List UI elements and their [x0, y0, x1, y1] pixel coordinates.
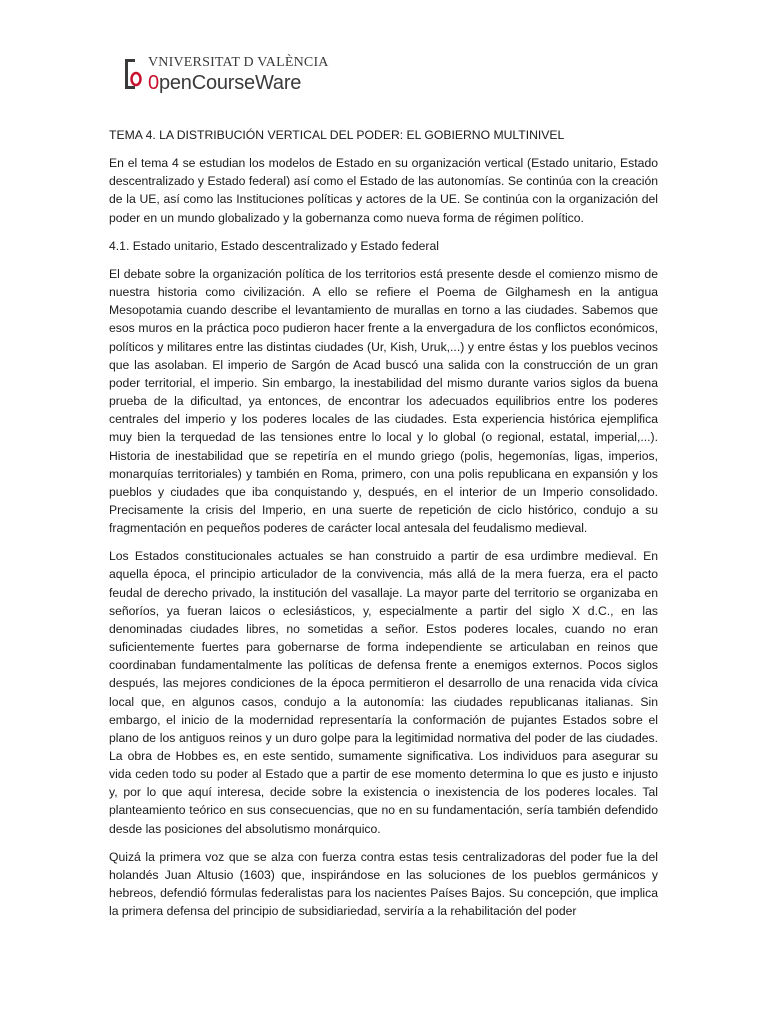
wordmark-zero: 0	[148, 72, 159, 94]
body-paragraph-2: Los Estados constitucionales actuales se han construido a partir de esa urdimbre medieval. En aquella época, el principio articulador de la convivencia, más allá de la mera fuerza, era el pacto feudal de derecho privado, la institución del vasallaje. La mayor parte del territorio se organizaba en señoríos, ya fueran laicos o eclesiásticos, y, especialmente a partir del siglo X d.C., en las denominadas ciudades libres, no sometidas a señor. Estos poderes locales, cuando no eran suficientemente fuertes para gobernarse de forma independiente se articulaban en reinos que coordinaban fundamentalmente las políticas de defensa frente a enemigos externos. Pocos siglos después, las mejores condiciones de la época permitieron el desarrollo de una renacida vida cívica local que, en algunos casos, condujo a la autonomía: las ciudades republicanas italianas. Sin embargo, el inicio de la modernidad representaría la conformación de pujantes Estados sobre el plano de los antiguos reinos y un duro golpe para la legitimidad normativa del poder de las ciudades. La obra de Hobbes es, en este sentido, sumamente significativa. Los individuos para asegurar su vida ceden todo su poder al Estado que a partir de ese momento determina lo que es justo e injusto y, por lo que aquí interesa, decide sobre la existencia o inexistencia de los poderes locales. Tal planteamiento teórico en sus consecuencias, que no en su fundamentación, sería también defendido desde las posiciones del absolutismo monárquico.	[109, 549, 658, 836]
wordmark-rest: penCourseWare	[158, 72, 302, 94]
intro-paragraph: En el tema 4 se estudian los modelos de Estado en su organización vertical (Estado unitario, Estado descentralizado y Estado federal) así como el Estado de las autonomías. Se continúa con la creación de la UE, así como las Instituciones políticas y actores de la UE. Se continúa con la organización del poder en un mundo globalizado y la gobernanza como nueva forma de régimen político.	[109, 156, 658, 225]
document-body	[109, 126, 658, 930]
body-paragraph-3: Quizá la primera voz que se alza con fuerza contra estas tesis centralizadoras del poder fue la del holandés Juan Altusio (1603) que, inspirándose en las soluciones de los pueblos germánicos y hebreos, defendió fórmulas federalistas para los nacientes Países Bajos. Su concepción, que implica la primera defensa del principio de subsidiariedad, serviría a la rehabilitación del poder	[109, 849, 658, 919]
opencourseware-wordmark	[148, 72, 301, 95]
body-paragraph-1: El debate sobre la organización política de los territorios está presente desde el comienzo mismo de nuestra historia como civilización. A ello se refiere el Poema de Gilghamesh en la antigua Mesopotamia cuando describe el levantamiento de murallas en torno a las ciudades. Sabemos que esos muros en la práctica poco pudieron hacer frente a la envergadura de los conflictos económicos, políticos y militares entre las distintas ciudades (Ur, Kish, Uruk,...) y entre éstas y los pueblos vecinos que las asolaban. El imperio de Sargón de Acad buscó una salida con la construcción de un gran poder territorial, el imperio. Sin embargo, la inestabilidad del mismo durante varios siglos da buena prueba de la dificultad, ya entonces, de encontrar los adecuados equilibrios entre los poderes centrales del imperio y los poderes locales de las ciudades. Esta experiencia histórica ejemplifica muy bien la terquedad de las tensiones entre lo local y lo global (o regional, estatal, imperial,...). Historia de inestabilidad que se repetiría en el mundo griego (polis, hegemonías, ligas, imperios, monarquías territoriales) y también en Roma, primero, con una polis republicana en expansión y los pueblos y ciudades que iba conquistando y, después, en el interior de un Imperio consolidado. Precisamente la crisis del Imperio, en una suerte de repetición de ciclo histórico, condujo a su fragmentación en pequeños poderes de carácter local antesala del feudalismo medieval.	[109, 266, 658, 536]
document-title: TEMA 4. LA DISTRIBUCIÓN VERTICAL DEL PODER: EL GOBIERNO MULTINIVEL	[109, 128, 565, 142]
ocw-logo	[124, 54, 329, 98]
university-name: VNIVERSITAT D VALÈNCIA	[148, 55, 329, 70]
section-heading: 4.1. Estado unitario, Estado descentralizado y Estado federal	[109, 238, 439, 253]
university-emblem-icon	[124, 57, 146, 93]
